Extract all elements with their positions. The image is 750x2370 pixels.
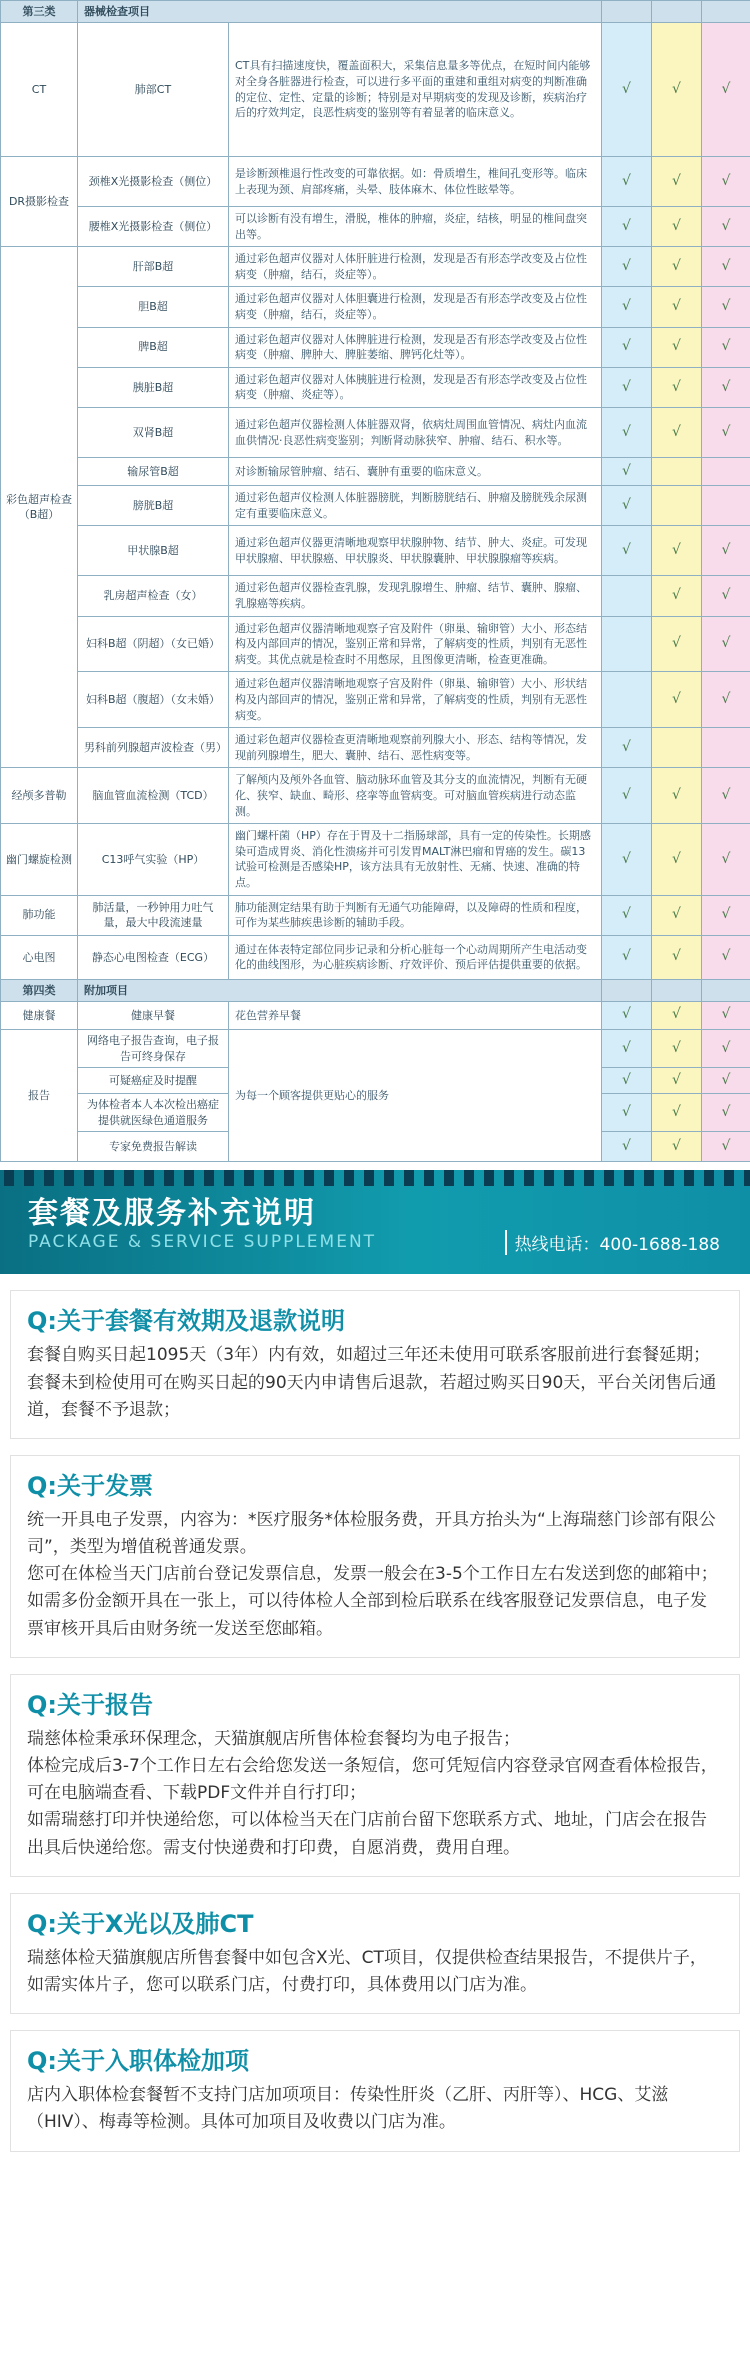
check-cell-c: √ xyxy=(702,287,750,327)
check-cell-c: √ xyxy=(702,1068,750,1094)
item-name-cell: 输尿管B超 xyxy=(78,458,229,486)
item-description-cell: 通过彩色超声仪器清晰地观察子宫及附件（卵巢、输卵管）大小、形态结构及内部回声的情况，鉴别正常和异常，了解病变的性质，判别有无恶性病变。其优点就是检查时不用憋尿，且图像更清晰，检查更准确。 xyxy=(229,616,602,672)
category-cell: 幽门螺旋检测 xyxy=(1,824,78,895)
category-cell: CT xyxy=(1,23,78,157)
check-cell-b: √ xyxy=(652,576,702,616)
decor-stripe xyxy=(204,1170,214,1186)
faq-paragraph: 统一开具电子发票，内容为：*医疗服务*体检服务费，开具方抬头为“上海瑞慈门诊部有限公司”，类型为增值税普通发票。 xyxy=(27,1509,716,1558)
item-name-cell: 为体检者本人本次检出癌症提供就医绿色通道服务 xyxy=(78,1094,229,1132)
decor-stripe xyxy=(544,1170,554,1186)
section-pad xyxy=(602,979,652,1001)
check-cell-b: √ xyxy=(652,616,702,672)
faq-paragraph: 店内入职体检套餐暂不支持门店加项项目：传染性肝炎（乙肝、丙肝等）、HCG、艾滋（HIV）、梅毒等检测。具体可加项目及收费以门店为准。 xyxy=(27,2085,669,2133)
check-cell-c: √ xyxy=(702,768,750,824)
check-cell-b: √ xyxy=(652,672,702,728)
check-cell-a: √ xyxy=(602,768,652,824)
faq-title: Q:关于套餐有效期及退款说明 xyxy=(27,1307,345,1336)
decor-stripe xyxy=(444,1170,454,1186)
item-name-cell: 脾B超 xyxy=(78,327,229,367)
check-cell-a: √ xyxy=(602,1029,652,1067)
check-cell-c: √ xyxy=(702,672,750,728)
decor-stripe xyxy=(504,1170,514,1186)
item-description-cell: 通过彩色超声仪器检查更清晰地观察前列腺大小、形态、结构等情况，发现前列腺增生，肥大、囊肿、结石、恶性病变等。 xyxy=(229,728,602,768)
check-cell-a xyxy=(602,616,652,672)
decor-stripe xyxy=(64,1170,74,1186)
check-cell-c: √ xyxy=(702,327,750,367)
item-name-cell: C13呼气实验（HP） xyxy=(78,824,229,895)
item-name-cell: 胰脏B超 xyxy=(78,367,229,407)
item-description-cell: 通过彩色超声仪器更清晰地观察甲状腺肿物、结节、肿大、炎症。可发现甲状腺瘤、甲状腺癌、甲状腺炎、甲状腺囊肿、甲状腺腺瘤等疾病。 xyxy=(229,526,602,576)
item-name-cell: 脑血管血流检测（TCD） xyxy=(78,768,229,824)
check-cell-b: √ xyxy=(652,247,702,287)
check-cell-c xyxy=(702,458,750,486)
check-cell-b: √ xyxy=(652,367,702,407)
item-name-cell: 膀胱B超 xyxy=(78,486,229,526)
check-cell-a: √ xyxy=(602,157,652,207)
faq-paragraph: 瑞慈体检秉承环保理念，天猫旗舰店所售体检套餐均为电子报告； xyxy=(27,1728,520,1749)
decor-stripe xyxy=(424,1170,434,1186)
item-name-cell: 妇科B超（阴超）（女已婚） xyxy=(78,616,229,672)
section-pad xyxy=(652,1,702,23)
faq-title: Q:关于入职体检加项 xyxy=(27,2047,249,2076)
check-cell-a: √ xyxy=(602,1094,652,1132)
decor-stripe xyxy=(624,1170,634,1186)
table-row xyxy=(1,576,750,616)
item-description-cell: 肺功能测定结果有助于判断有无通气功能障碍，以及障碍的性质和程度，可作为某些肺疾患诊断的辅助手段。 xyxy=(229,895,602,935)
section-header-row xyxy=(1,1,750,23)
section-subtitle: 附加项目 xyxy=(78,979,602,1001)
faq-paragraph: 如需瑞慈打印并快递给您，可以体检当天在门店前台留下您联系方式、地址，门店会在报告出具后快递给您。需支付快递费和打印费，自愿消费，费用自理。 xyxy=(27,1810,707,1858)
hotline: 热线电话：400-1688-188 xyxy=(505,1230,720,1255)
check-cell-c: √ xyxy=(702,1029,750,1067)
item-name-cell: 颈椎X光摄影检查（侧位） xyxy=(78,157,229,207)
decor-stripe xyxy=(224,1170,234,1186)
decor-stripe xyxy=(284,1170,294,1186)
decor-stripe xyxy=(264,1170,274,1186)
table-row xyxy=(1,458,750,486)
check-cell-b xyxy=(652,486,702,526)
check-cell-b: √ xyxy=(652,408,702,458)
check-cell-b: √ xyxy=(652,1068,702,1094)
table-row xyxy=(1,207,750,247)
item-name-cell: 网络电子报告查询，电子报告可终身保存 xyxy=(78,1029,229,1067)
check-cell-a: √ xyxy=(602,23,652,157)
item-description-cell: 通过彩色超声仪器对人体脾脏进行检测，发现是否有形态学改变及占位性病变（肿瘤、脾肿大、脾脏萎缩、脾钙化灶等）。 xyxy=(229,327,602,367)
decor-stripe xyxy=(84,1170,94,1186)
decor-stripe xyxy=(564,1170,574,1186)
item-description-cell: 通过彩色超声仪器检查乳腺，发现乳腺增生、肿瘤、结节、囊肿、腺瘤、乳腺癌等疾病。 xyxy=(229,576,602,616)
check-cell-c xyxy=(702,486,750,526)
faq-box xyxy=(10,2030,740,2151)
faq-box xyxy=(10,1674,740,1877)
section-pad xyxy=(702,979,750,1001)
decor-stripe xyxy=(384,1170,394,1186)
category-cell: 健康餐 xyxy=(1,1001,78,1029)
decor-stripe xyxy=(704,1170,714,1186)
faq-title: Q:关于报告 xyxy=(27,1690,153,1719)
check-cell-a: √ xyxy=(602,728,652,768)
table-row xyxy=(1,728,750,768)
item-name-cell: 肝部B超 xyxy=(78,247,229,287)
check-cell-a: √ xyxy=(602,935,652,979)
check-cell-b: √ xyxy=(652,23,702,157)
item-name-cell: 腰椎X光摄影检查（侧位） xyxy=(78,207,229,247)
item-description-cell: CT具有扫描速度快，覆盖面积大，采集信息量多等优点，在短时间内能够对全身各脏器进行检查，可以进行多平面的重建和重组对病变的判断准确的定位、定性、定量的诊断；特别是对早期病变的发现及诊断，疾病治疗后的疗效判定，良恶性病变的鉴别等有着显著的临床意义。 xyxy=(229,23,602,157)
banner-title: 套餐及服务补充说明 xyxy=(28,1196,316,1232)
check-cell-a: √ xyxy=(602,327,652,367)
item-description-cell: 通过在体表特定部位同步记录和分析心脏每一个心动周期所产生电活动变化的曲线图形，为心脏疾病诊断、疗效评价、预后评估提供重要的依据。 xyxy=(229,935,602,979)
faq-title: Q:关于X光以及肺CT xyxy=(27,1909,254,1938)
check-cell-c: √ xyxy=(702,367,750,407)
item-name-cell: 双肾B超 xyxy=(78,408,229,458)
decor-stripe xyxy=(164,1170,174,1186)
table-row xyxy=(1,672,750,728)
check-cell-a: √ xyxy=(602,895,652,935)
check-cell-c: √ xyxy=(702,408,750,458)
item-name-cell: 肺部CT xyxy=(78,23,229,157)
section-pad xyxy=(602,1,652,23)
table-row xyxy=(1,1029,750,1067)
check-cell-a: √ xyxy=(602,408,652,458)
check-cell-b: √ xyxy=(652,895,702,935)
item-name-cell: 胆B超 xyxy=(78,287,229,327)
item-name-cell: 专家免费报告解读 xyxy=(78,1132,229,1162)
check-cell-c: √ xyxy=(702,1132,750,1162)
check-cell-c: √ xyxy=(702,157,750,207)
decor-stripe xyxy=(524,1170,534,1186)
section-pad xyxy=(652,979,702,1001)
check-cell-c: √ xyxy=(702,895,750,935)
check-cell-b: √ xyxy=(652,1094,702,1132)
check-cell-b: √ xyxy=(652,1029,702,1067)
decor-stripe xyxy=(344,1170,354,1186)
item-name-cell: 妇科B超（腹超）（女未婚） xyxy=(78,672,229,728)
check-cell-c: √ xyxy=(702,207,750,247)
check-cell-b: √ xyxy=(652,1001,702,1029)
faq-title: Q:关于发票 xyxy=(27,1471,153,1500)
check-cell-b: √ xyxy=(652,1132,702,1162)
item-name-cell: 甲状腺B超 xyxy=(78,526,229,576)
category-cell: 彩色超声检查（B超） xyxy=(1,247,78,768)
check-cell-a: √ xyxy=(602,207,652,247)
item-name-cell: 肺活量，一秒钟用力吐气量，最大中段流速量 xyxy=(78,895,229,935)
item-description-cell: 通过彩色超声仪器检测人体脏器双肾，依病灶周围血管情况、病灶内血流血供情况·良恶性病变鉴别；判断肾动脉狭窄、肿瘤、结石、积水等。 xyxy=(229,408,602,458)
banner-subtitle: PACKAGE & SERVICE SUPPLEMENT xyxy=(28,1232,377,1253)
check-cell-b: √ xyxy=(652,824,702,895)
decor-stripe xyxy=(484,1170,494,1186)
decor-stripe xyxy=(44,1170,54,1186)
decor-stripe xyxy=(464,1170,474,1186)
item-description-cell: 对诊断输尿管肿瘤、结石、囊肿有重要的临床意义。 xyxy=(229,458,602,486)
category-cell: 报告 xyxy=(1,1029,78,1161)
check-cell-a: √ xyxy=(602,247,652,287)
category-cell: DR摄影检查 xyxy=(1,157,78,247)
faq-paragraph: 瑞慈体检天猫旗舰店所售套餐中如包含X光、CT项目，仅提供检查结果报告，不提供片子，如需实体片子，您可以联系门店，付费打印，具体费用以门店为准。 xyxy=(27,1947,707,1995)
decor-stripe xyxy=(324,1170,334,1186)
check-cell-b: √ xyxy=(652,526,702,576)
check-cell-a: √ xyxy=(602,1001,652,1029)
item-description-cell: 花色营养早餐 xyxy=(229,1001,602,1029)
table-row xyxy=(1,367,750,407)
table-row xyxy=(1,287,750,327)
faq-box xyxy=(10,1893,740,2014)
item-description-cell: 通过彩色超声仪器对人体肝脏进行检测，发现是否有形态学改变及占位性病变（肿瘤，结石，炎症等）。 xyxy=(229,247,602,287)
decor-stripe xyxy=(4,1170,14,1186)
decor-stripe xyxy=(244,1170,254,1186)
table-row xyxy=(1,23,750,157)
item-description-cell: 可以诊断有没有增生，滑脱，椎体的肿瘤，炎症，结核，明显的椎间盘突出等。 xyxy=(229,207,602,247)
section-title: 第四类 xyxy=(1,979,78,1001)
faq-box xyxy=(10,1455,740,1658)
table-row xyxy=(1,486,750,526)
faq-paragraph: 套餐自购买日起1095天（3年）内有效，如超过三年还未使用可联系客服前进行套餐延期； xyxy=(27,1345,711,1366)
check-cell-a: √ xyxy=(602,1068,652,1094)
decor-stripe xyxy=(24,1170,34,1186)
item-description-cell: 为每一个顾客提供更贴心的服务 xyxy=(229,1029,602,1161)
check-cell-b: √ xyxy=(652,287,702,327)
decor-stripe xyxy=(664,1170,674,1186)
section-subtitle: 器械检查项目 xyxy=(78,1,602,23)
item-description-cell: 通过彩色超声仪器对人体胆囊进行检测，发现是否有形态学改变及占位性病变（肿瘤，结石，炎症等）。 xyxy=(229,287,602,327)
check-cell-a xyxy=(602,576,652,616)
decor-stripe xyxy=(364,1170,374,1186)
decor-stripe xyxy=(184,1170,194,1186)
supplement-banner xyxy=(0,1170,750,1274)
item-name-cell: 静态心电图检查（ECG） xyxy=(78,935,229,979)
check-cell-a: √ xyxy=(602,526,652,576)
decor-stripe xyxy=(584,1170,594,1186)
check-cell-c: √ xyxy=(702,1001,750,1029)
item-description-cell: 通过彩色超声仪器对人体胰脏进行检测，发现是否有形态学改变及占位性病变（肿瘤、炎症等）。 xyxy=(229,367,602,407)
check-cell-b: √ xyxy=(652,935,702,979)
decor-stripe xyxy=(104,1170,114,1186)
item-name-cell: 男科前列腺超声波检查（男） xyxy=(78,728,229,768)
section-pad xyxy=(702,1,750,23)
decor-stripe xyxy=(404,1170,414,1186)
faq-paragraph: 您可在体检当天门店前台登记发票信息，发票一般会在3-5个工作日左右发送到您的邮箱中；如需多份金额开具在一张上，可以待体检人全部到检后联系在线客服登记发票信息，电子发票审核开具后由财务统一发送至您邮箱。 xyxy=(27,1564,718,1639)
exam-items-table xyxy=(0,0,750,1162)
check-cell-a xyxy=(602,672,652,728)
decor-stripe xyxy=(604,1170,614,1186)
check-cell-c: √ xyxy=(702,1094,750,1132)
check-cell-c: √ xyxy=(702,824,750,895)
category-cell: 经颅多普勒 xyxy=(1,768,78,824)
check-cell-b xyxy=(652,458,702,486)
check-cell-a: √ xyxy=(602,486,652,526)
decor-stripe xyxy=(644,1170,654,1186)
item-name-cell: 可疑癌症及时提醒 xyxy=(78,1068,229,1094)
decor-stripe xyxy=(304,1170,314,1186)
check-cell-c: √ xyxy=(702,935,750,979)
table-row xyxy=(1,157,750,207)
section-header-row xyxy=(1,979,750,1001)
table-row xyxy=(1,935,750,979)
decor-stripe xyxy=(724,1170,734,1186)
section-title: 第三类 xyxy=(1,1,78,23)
table-row xyxy=(1,768,750,824)
check-cell-a: √ xyxy=(602,1132,652,1162)
check-cell-c: √ xyxy=(702,616,750,672)
item-description-cell: 了解颅内及颅外各血管、脑动脉环血管及其分支的血流情况，判断有无硬化、狭窄、缺血、畸形、痉挛等血管病变。可对脑血管疾病进行动态监测。 xyxy=(229,768,602,824)
faq-paragraph: 套餐未到检使用可在购买日起的90天内申请售后退款，若超过购买日90天，平台关闭售后通道，套餐不予退款； xyxy=(27,1372,717,1420)
item-name-cell: 健康早餐 xyxy=(78,1001,229,1029)
table-row xyxy=(1,247,750,287)
table-row xyxy=(1,616,750,672)
table-row xyxy=(1,1001,750,1029)
category-cell: 心电图 xyxy=(1,935,78,979)
check-cell-c xyxy=(702,728,750,768)
check-cell-c: √ xyxy=(702,23,750,157)
table-row xyxy=(1,327,750,367)
item-description-cell: 幽门螺杆菌（HP）存在于胃及十二指肠球部，具有一定的传染性。长期感染可造成胃炎、消化性溃疡并可引发胃MALT淋巴瘤和胃癌的发生。碳13试验可检测是否感染HP，该方法具有无放射性、无痛、快速、准确的特点。 xyxy=(229,824,602,895)
faq-list xyxy=(0,1290,750,2151)
table-row xyxy=(1,526,750,576)
check-cell-a: √ xyxy=(602,458,652,486)
check-cell-b: √ xyxy=(652,157,702,207)
check-cell-b: √ xyxy=(652,768,702,824)
decor-stripe xyxy=(684,1170,694,1186)
check-cell-a: √ xyxy=(602,287,652,327)
check-cell-a: √ xyxy=(602,367,652,407)
check-cell-c: √ xyxy=(702,526,750,576)
decor-stripe xyxy=(124,1170,134,1186)
item-description-cell: 通过彩色超声仪检测人体脏器膀胱，判断膀胱结石、肿瘤及膀胱残余尿测定有重要临床意义。 xyxy=(229,486,602,526)
check-cell-b xyxy=(652,728,702,768)
faq-paragraph: 体检完成后3-7个工作日左右会给您发送一条短信，您可凭短信内容登录官网查看体检报告，可在电脑端查看、下载PDF文件并自行打印； xyxy=(27,1756,718,1804)
table-row xyxy=(1,895,750,935)
check-cell-a: √ xyxy=(602,824,652,895)
decor-stripe xyxy=(144,1170,154,1186)
table-row xyxy=(1,408,750,458)
item-description-cell: 通过彩色超声仪器清晰地观察子宫及附件（卵巢、输卵管）大小、形状结构及内部回声的情况，鉴别正常和异常，了解病变的性质，判别有无恶性病变。 xyxy=(229,672,602,728)
faq-box xyxy=(10,1290,740,1439)
item-description-cell: 是诊断颈椎退行性改变的可靠依据。如：骨质增生，椎间孔变形等。临床上表现为颈、肩部疼痛，头晕、肢体麻木、体位性眩晕等。 xyxy=(229,157,602,207)
decor-stripe xyxy=(744,1170,750,1186)
category-cell: 肺功能 xyxy=(1,895,78,935)
check-cell-b: √ xyxy=(652,207,702,247)
check-cell-b: √ xyxy=(652,327,702,367)
item-name-cell: 乳房超声检查（女） xyxy=(78,576,229,616)
table-row xyxy=(1,824,750,895)
check-cell-c: √ xyxy=(702,247,750,287)
check-cell-c: √ xyxy=(702,576,750,616)
